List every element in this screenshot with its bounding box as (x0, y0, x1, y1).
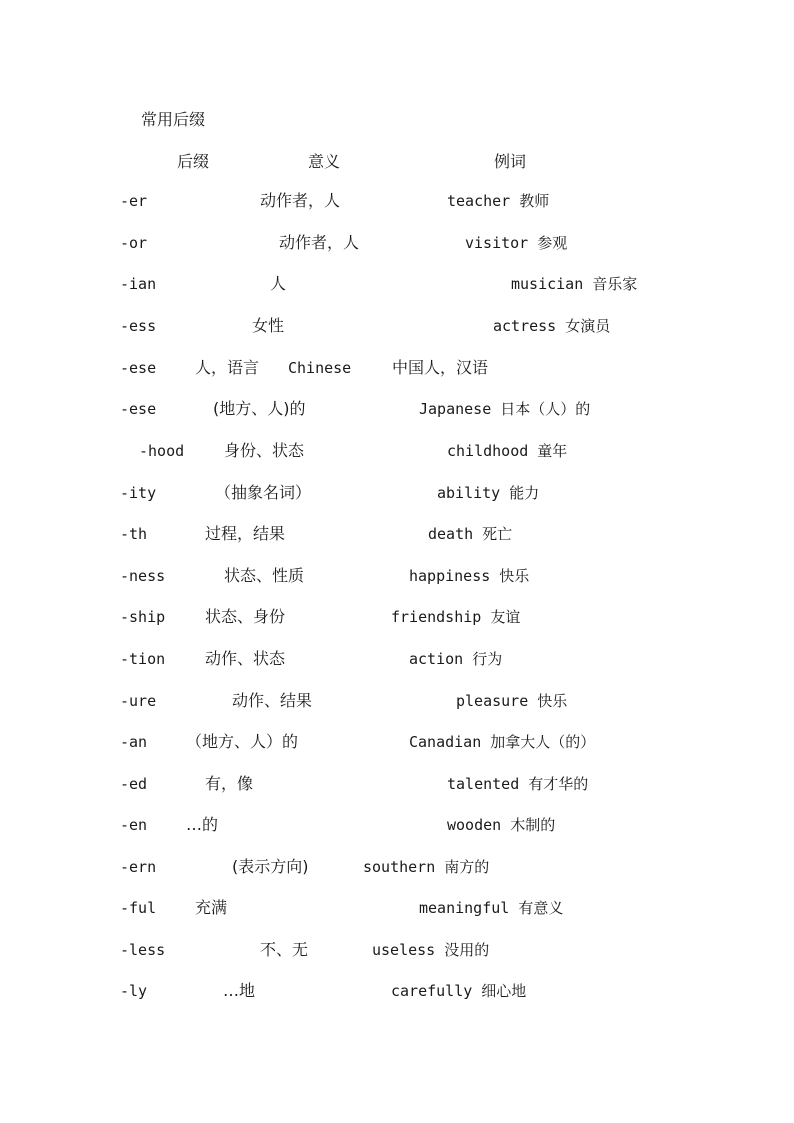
meaning-cell: 动作、状态 (205, 649, 286, 668)
example-cell: visitor 参观 (465, 234, 568, 252)
table-row (0, 481, 794, 505)
suffix-cell: -or (120, 234, 148, 252)
meaning-cell: （地方、人）的 (186, 732, 299, 751)
page-title: 常用后缀 (141, 110, 206, 129)
suffix-cell: -tion (120, 650, 166, 668)
table-row (0, 689, 794, 713)
suffix-cell: -ese (120, 359, 157, 377)
suffix-cell: -ern (120, 858, 157, 876)
table-row (0, 439, 794, 463)
meaning-cell: 有，像 (205, 774, 254, 793)
example-cell: carefully 细心地 (391, 982, 527, 1000)
example-cell: meaningful 有意义 (419, 899, 564, 917)
example-cell: action 行为 (409, 650, 503, 668)
example-cell: happiness 快乐 (409, 567, 530, 585)
suffix-cell: -ness (120, 567, 166, 585)
suffix-cell: -ly (120, 982, 148, 1000)
suffix-cell: -en (120, 816, 148, 834)
meaning-cell: 动作者，人 (279, 233, 360, 252)
header-suffix: 后缀 (177, 152, 210, 171)
table-row (0, 314, 794, 338)
table-row (0, 356, 794, 380)
example-cell: Japanese 日本（人）的 (419, 400, 591, 418)
example-cell: actress 女演员 (493, 317, 611, 335)
table-row (0, 813, 794, 837)
table-row (0, 231, 794, 255)
meaning-cell: …的 (186, 815, 219, 834)
header-example: 例词 (494, 152, 527, 171)
example-cell: death 死亡 (428, 525, 513, 543)
table-row (0, 979, 794, 1003)
example-cell: Chinese (288, 359, 352, 377)
table-row (0, 647, 794, 671)
meaning-cell: 动作者，人 (260, 191, 341, 210)
example-cell: Canadian 加拿大人（的） (409, 733, 596, 751)
table-row (0, 896, 794, 920)
suffix-cell: -ship (120, 608, 166, 626)
meaning-cell: （抽象名词） (215, 483, 312, 502)
table-row (0, 522, 794, 546)
meaning-cell: 充满 (195, 898, 228, 917)
suffix-cell: -er (120, 192, 148, 210)
meaning-cell: …地 (223, 981, 256, 1000)
meaning-cell: 状态、性质 (224, 566, 305, 585)
suffix-cell: -an (120, 733, 148, 751)
meaning-cell: 不、无 (260, 940, 309, 959)
table-row (0, 397, 794, 421)
meaning-cell: 过程，结果 (205, 524, 286, 543)
translation-cell: 中国人，汉语 (392, 358, 489, 377)
header-meaning: 意义 (308, 152, 341, 171)
example-cell: wooden 木制的 (447, 816, 556, 834)
suffix-cell: -ian (120, 275, 157, 293)
table-row (0, 189, 794, 213)
suffix-cell: -ful (120, 899, 157, 917)
meaning-cell: 身份、状态 (224, 441, 305, 460)
meaning-cell: 女性 (252, 316, 285, 335)
table-row (0, 730, 794, 754)
example-cell: friendship 友谊 (391, 608, 521, 626)
meaning-cell: (地方、人)的 (213, 399, 306, 418)
table-row (0, 938, 794, 962)
meaning-cell: 状态、身份 (205, 607, 286, 626)
suffix-cell: -ure (120, 692, 157, 710)
example-cell: teacher 教师 (447, 192, 550, 210)
suffix-cell: -ess (120, 317, 157, 335)
suffix-cell: -hood (139, 442, 185, 460)
suffix-cell: -th (120, 525, 148, 543)
meaning-cell: (表示方向) (232, 857, 309, 876)
example-cell: useless 没用的 (372, 941, 490, 959)
table-row (0, 855, 794, 879)
example-cell: musician 音乐家 (511, 275, 638, 293)
example-cell: ability 能力 (437, 484, 540, 502)
meaning-cell: 人 (270, 274, 287, 293)
example-cell: southern 南方的 (363, 858, 490, 876)
suffix-cell: -ity (120, 484, 157, 502)
table-row (0, 564, 794, 588)
suffix-cell: -ed (120, 775, 148, 793)
table-row (0, 272, 794, 296)
meaning-cell: 人，语言 (195, 358, 260, 377)
meaning-cell: 动作、结果 (232, 691, 313, 710)
suffix-cell: -ese (120, 400, 157, 418)
example-cell: talented 有才华的 (447, 775, 589, 793)
example-cell: pleasure 快乐 (456, 692, 568, 710)
table-row (0, 772, 794, 796)
example-cell: childhood 童年 (447, 442, 568, 460)
suffix-cell: -less (120, 941, 166, 959)
table-row (0, 605, 794, 629)
